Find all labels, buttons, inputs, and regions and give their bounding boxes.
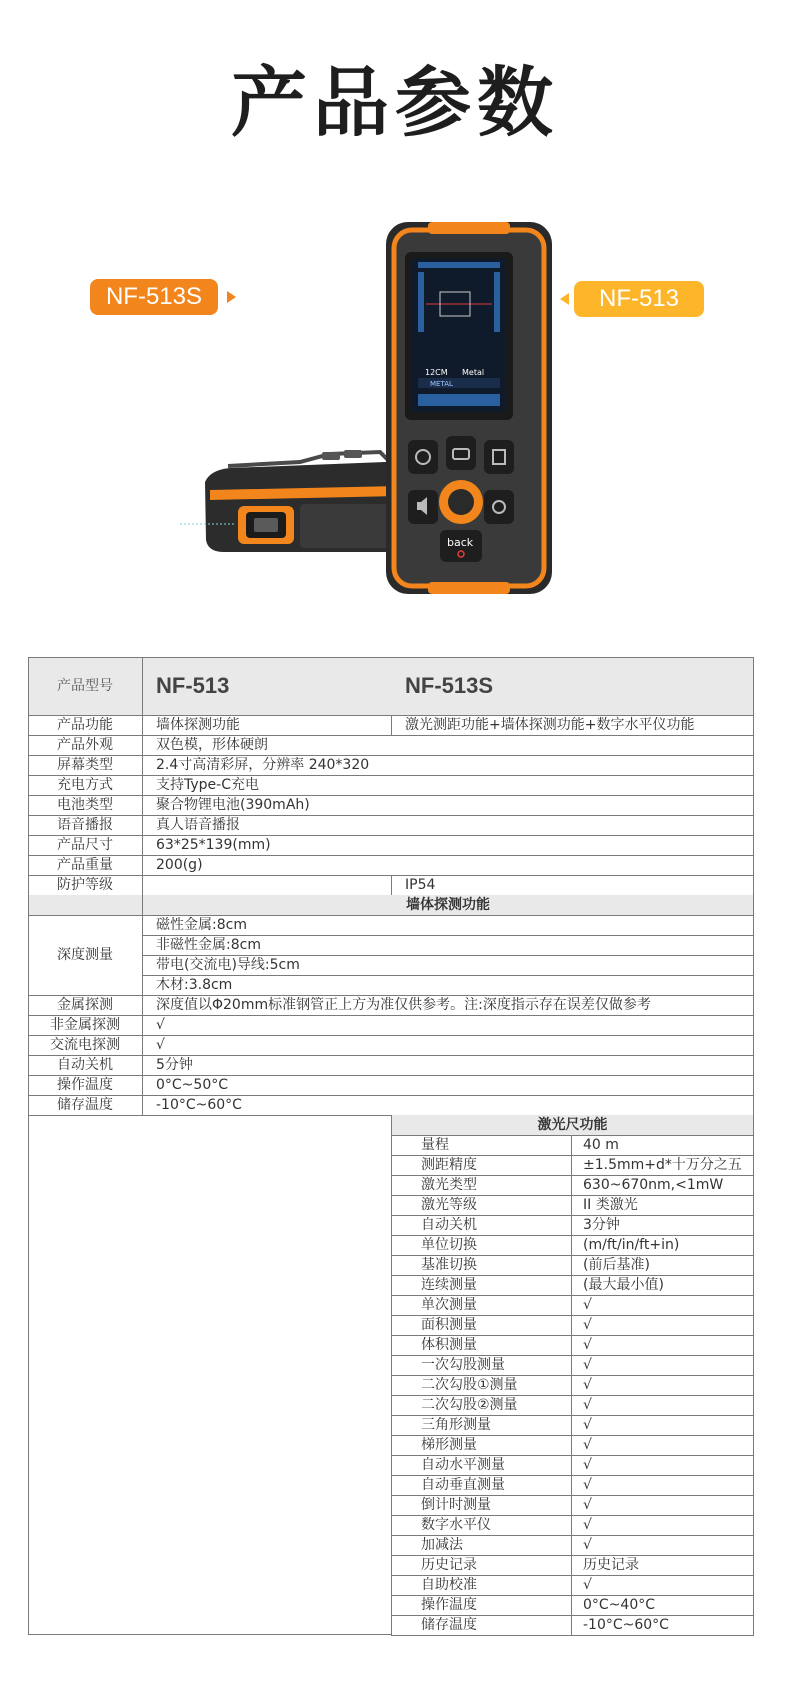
laser-label-8: 单次测量 (421, 1297, 477, 1313)
laser-value-23: 0°C~40°C (583, 1597, 656, 1613)
general-value-1: 2.4寸高清彩屏，分辨率 240*320 (156, 757, 370, 773)
laser-label-12: 二次勾股①测量 (421, 1377, 518, 1393)
depth-item-2: 带电(交流电)导线:5cm (156, 957, 300, 973)
screen-readout-2: Metal (462, 368, 485, 377)
spec-table (28, 657, 754, 1663)
screen-readout-3: METAL (430, 380, 453, 388)
general-label-5: 产品尺寸 (57, 837, 113, 853)
header-model-b: NF-513S (405, 673, 494, 698)
wall-value-4: 0°C~50°C (156, 1077, 229, 1093)
laser-value-17: √ (583, 1477, 592, 1493)
model-tag-nf513s: NF-513S (90, 279, 218, 315)
screen-readout-1: 12CM (425, 368, 448, 377)
wall-label-0: 金属探测 (57, 997, 113, 1013)
laser-value-3: II 类激光 (583, 1197, 638, 1213)
general-label-1: 屏幕类型 (57, 757, 113, 773)
laser-value-16: √ (583, 1457, 592, 1473)
general-value-5: 63*25*139(mm) (156, 837, 271, 853)
wall-value-3: 5分钟 (156, 1057, 193, 1073)
laser-label-19: 数字水平仪 (421, 1517, 491, 1533)
table-border-left (28, 657, 29, 1635)
laser-value-8: √ (583, 1297, 592, 1313)
table-rule (391, 1635, 754, 1636)
wall-value-5: -10°C~60°C (156, 1097, 242, 1113)
laser-label-0: 量程 (421, 1137, 449, 1153)
laser-label-15: 梯形测量 (421, 1437, 477, 1453)
laser-value-24: -10°C~60°C (583, 1617, 669, 1633)
general-label-0: 产品外观 (57, 737, 113, 753)
laser-value-4: 3分钟 (583, 1217, 620, 1233)
laser-value-1: ±1.5mm+d*十万分之五 (583, 1157, 742, 1173)
laser-value-6: (前后基准) (583, 1257, 650, 1273)
laser-label-11: 一次勾股测量 (421, 1357, 505, 1373)
header-label: 产品型号 (57, 678, 113, 694)
row-label-function: 产品功能 (57, 717, 113, 733)
depth-item-1: 非磁性金属:8cm (156, 937, 261, 953)
laser-value-22: √ (583, 1577, 592, 1593)
laser-value-14: √ (583, 1417, 592, 1433)
column-rule-laser (571, 1135, 572, 1635)
laser-value-12: √ (583, 1377, 592, 1393)
general-value-0: 双色模，形体硬朗 (156, 737, 268, 753)
laser-value-19: √ (583, 1517, 592, 1533)
laser-label-3: 激光等级 (421, 1197, 477, 1213)
back-button-label: back (447, 536, 474, 549)
depth-label: 深度测量 (57, 947, 113, 963)
row-value-protection-b: IP54 (405, 877, 436, 893)
general-value-4: 真人语音播报 (156, 817, 240, 833)
laser-label-24: 储存温度 (421, 1617, 477, 1633)
laser-label-4: 自动关机 (421, 1217, 477, 1233)
laser-value-21: 历史记录 (583, 1557, 639, 1573)
row-value-function-a: 墙体探测功能 (156, 717, 240, 733)
laser-value-11: √ (583, 1357, 592, 1373)
wall-label-3: 自动关机 (57, 1057, 113, 1073)
table-border-bottom (28, 1634, 391, 1635)
laser-value-13: √ (583, 1397, 592, 1413)
general-label-6: 产品重量 (57, 857, 113, 873)
wall-value-2: √ (156, 1037, 165, 1053)
laser-label-5: 单位切换 (421, 1237, 477, 1253)
laser-label-1: 测距精度 (421, 1157, 477, 1173)
laser-label-22: 自助校准 (421, 1577, 477, 1593)
laser-value-10: √ (583, 1337, 592, 1353)
general-label-3: 电池类型 (57, 797, 113, 813)
laser-section-title: 激光尺功能 (537, 1117, 608, 1133)
laser-label-21: 历史记录 (421, 1557, 477, 1573)
laser-label-16: 自动水平测量 (421, 1457, 505, 1473)
general-label-2: 充电方式 (57, 777, 113, 793)
table-rule (391, 875, 392, 895)
row-label-protection: 防护等级 (57, 877, 113, 893)
wall-label-1: 非金属探测 (50, 1017, 120, 1033)
product-illustration (0, 200, 790, 620)
tag-pointer-left (560, 293, 569, 305)
row-value-function-b: 激光测距功能+墙体探测功能+数字水平仪功能 (405, 717, 695, 733)
laser-label-10: 体积测量 (421, 1337, 477, 1353)
laser-value-7: (最大最小值) (583, 1277, 664, 1293)
laser-label-23: 操作温度 (421, 1597, 477, 1613)
column-rule-1 (142, 657, 143, 1115)
general-value-3: 聚合物锂电池(390mAh) (156, 797, 310, 813)
laser-value-0: 40 m (583, 1137, 619, 1153)
model-tag-nf513: NF-513 (574, 281, 704, 317)
laser-label-6: 基准切换 (421, 1257, 477, 1273)
wall-section-title: 墙体探测功能 (406, 897, 490, 913)
laser-label-2: 激光类型 (421, 1177, 477, 1193)
general-value-2: 支持Type-C充电 (156, 777, 259, 793)
wall-value-1: √ (156, 1017, 165, 1033)
laser-label-7: 连续测量 (421, 1277, 477, 1293)
laser-value-9: √ (583, 1317, 592, 1333)
wall-detector-illustration (386, 222, 552, 594)
laser-value-2: 630~670nm,<1mW (583, 1177, 724, 1193)
product-hero (0, 200, 790, 620)
table-rule (391, 715, 392, 735)
general-value-6: 200(g) (156, 857, 203, 873)
laser-label-20: 加减法 (421, 1537, 463, 1553)
laser-label-13: 二次勾股②测量 (421, 1397, 518, 1413)
laser-device-illustration (180, 450, 404, 552)
laser-label-9: 面积测量 (421, 1317, 477, 1333)
laser-value-5: (m/ft/in/ft+in) (583, 1237, 680, 1253)
table-border-right (753, 657, 754, 1635)
wall-label-2: 交流电探测 (50, 1037, 120, 1053)
laser-value-15: √ (583, 1437, 592, 1453)
general-label-4: 语音播报 (57, 817, 113, 833)
laser-label-18: 倒计时测量 (421, 1497, 491, 1513)
laser-value-18: √ (583, 1497, 592, 1513)
wall-label-5: 储存温度 (57, 1097, 113, 1113)
wall-label-4: 操作温度 (57, 1077, 113, 1093)
laser-label-17: 自动垂直测量 (421, 1477, 505, 1493)
laser-label-14: 三角形测量 (421, 1417, 491, 1433)
page-title: 产品参数 (231, 58, 559, 147)
depth-item-0: 磁性金属:8cm (156, 917, 247, 933)
column-rule-laser-left (391, 1115, 392, 1635)
wall-value-0: 深度值以Φ20mm标准钢管正上方为准仅供参考。注:深度指示存在误差仅做参考 (156, 997, 651, 1013)
laser-value-20: √ (583, 1537, 592, 1553)
depth-item-3: 木材:3.8cm (156, 977, 233, 993)
row-value-protection-a (142, 875, 391, 895)
tag-pointer-right (227, 291, 236, 303)
header-model-a: NF-513 (156, 673, 230, 698)
